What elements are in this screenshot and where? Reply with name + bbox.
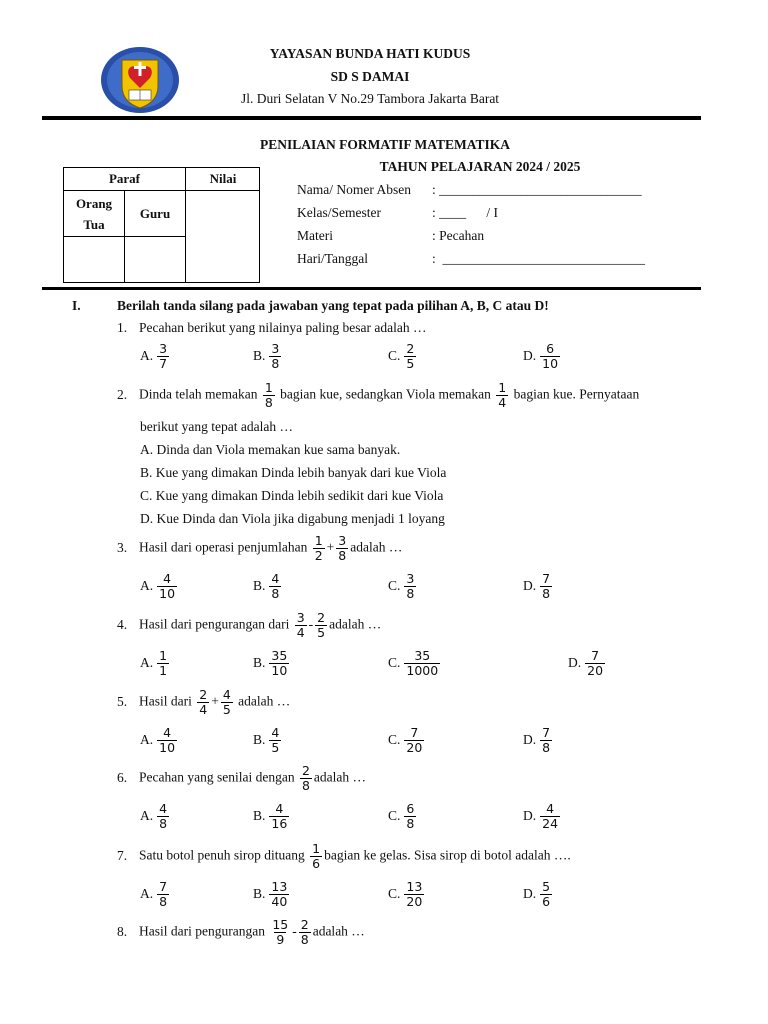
section-instruction: Berilah tanda silang pada jawaban yang tepat pada pilihan A, B, C atau D! [117,298,549,313]
question-number: 5. [117,693,128,709]
q4-option-c[interactable]: C. $\frac{35}{1000}$ [388,648,439,678]
question-text: Pecahan berikut yang nilainya paling besar adalah … [139,320,427,335]
section-numeral: I. [72,298,81,313]
tua-label: Tua [83,217,105,232]
identity-name-field[interactable]: : ______________________________ [432,182,642,197]
section-divider [42,287,701,290]
paraf-header: Paraf [108,171,141,186]
question-number: 6. [117,769,128,785]
fraction: $\frac{1}{8}$ [264,380,273,410]
question-number: 7. [117,847,128,863]
question-8: 8. Hasil dari pengurangan $\frac{15}{9}$ - $\frac{2}{8}$ adalah … [117,917,365,947]
q6-option-d[interactable]: D. $\frac{4}{24}$ [523,801,559,831]
q3-option-d[interactable]: D. $\frac{7}{8}$ [523,571,551,601]
school-name: SD S DAMAI [330,69,410,84]
question-2-continuation: berikut yang tepat adalah … [140,419,293,434]
q3-option-b[interactable]: B. $\frac{4}{8}$ [253,571,280,601]
question-number: 3. [117,539,128,555]
q7-option-c[interactable]: C. $\frac{13}{20}$ [388,879,423,909]
question-1 [117,320,427,336]
q7-option-a[interactable]: A. $\frac{7}{8}$ [140,879,168,909]
question-2: 2. Dinda telah memakan $\frac{1}{8}$ bagian kue, sedangkan Viola memakan $\frac{1}{4}$ bagian kue. Pernyataan [117,380,640,410]
q4-option-b[interactable]: B. $\frac{35}{10}$ [253,648,288,678]
q6-option-b[interactable]: B. $\frac{4}{16}$ [253,801,288,831]
q2-option-a[interactable]: A. Dinda dan Viola memakan kue sama banyak. [140,442,401,457]
q6-option-a[interactable]: A. $\frac{4}{8}$ [140,801,168,831]
question-number: 8. [117,923,128,939]
exam-year: TAHUN PELAJARAN 2024 / 2025 [379,159,581,174]
nilai-header: Nilai [209,171,237,186]
question-4: 4. Hasil dari pengurangan dari $\frac{3}{4}$ - $\frac{2}{5}$ adalah … [117,610,382,640]
q2-option-d[interactable]: D. Kue Dinda dan Viola jika digabung menjadi 1 loyang [140,511,445,526]
question-7: 7. Satu botol penuh sirop dituang $\frac{1}{6}$ bagian ke gelas. Sisa sirop di botol adalah …. [117,841,571,871]
question-6: 6. Pecahan yang senilai dengan $\frac{2}{8}$ adalah … [117,763,367,793]
identity-date-field[interactable]: : ______________________________ [432,251,646,266]
identity-class-label: Kelas/Semester [297,205,381,220]
guru-label: Guru [139,206,171,221]
q5-option-c[interactable]: C. $\frac{7}{20}$ [388,725,423,755]
q7-option-d[interactable]: D. $\frac{5}{6}$ [523,879,551,909]
header-divider [42,116,701,120]
identity-topic-value: : Pecahan [432,228,485,243]
question-number: 1. [117,320,128,335]
q5-option-d[interactable]: D. $\frac{7}{8}$ [523,725,551,755]
q2-option-b[interactable]: B. Kue yang dimakan Dinda lebih banyak dari kue Viola [140,465,447,480]
question-number: 2. [117,386,128,402]
question-3: 3. Hasil dari operasi penjumlahan $\frac{1}{2}$ + $\frac{3}{8}$ adalah … [117,533,403,563]
identity-topic-label: Materi [297,228,333,243]
q3-option-a[interactable]: A. $\frac{4}{10}$ [140,571,176,601]
q1-option-a[interactable]: A. $\frac{3}{7}$ [140,341,168,371]
q1-option-c[interactable]: C. $\frac{2}{5}$ [388,341,415,371]
q7-option-b[interactable]: B. $\frac{13}{40}$ [253,879,288,909]
question-number: 4. [117,616,128,632]
foundation-name: YAYASAN BUNDA HATI KUDUS [269,46,471,61]
q6-option-c[interactable]: C. $\frac{6}{8}$ [388,801,415,831]
q1-option-b[interactable]: B. $\frac{3}{8}$ [253,341,280,371]
identity-name-label: Nama/ Nomer Absen [297,182,411,197]
q3-option-c[interactable]: C. $\frac{3}{8}$ [388,571,415,601]
q1-option-d[interactable]: D. $\frac{6}{10}$ [523,341,559,371]
question-5: 5. Hasil dari $\frac{2}{4}$ + $\frac{4}{5}$ adalah … [117,687,291,717]
orang-label: Orang [75,196,113,211]
q5-option-b[interactable]: B. $\frac{4}{5}$ [253,725,280,755]
fraction: $\frac{1}{4}$ [498,380,507,410]
signature-table [63,167,260,283]
exam-title: PENILAIAN FORMATIF MATEMATIKA [260,137,510,152]
q5-option-a[interactable]: A. $\frac{4}{10}$ [140,725,176,755]
school-address: Jl. Duri Selatan V No.29 Tambora Jakarta Barat [240,91,500,106]
q4-option-d[interactable]: D. $\frac{7}{20}$ [568,648,604,678]
identity-date-label: Hari/Tanggal [297,251,369,266]
q4-option-a[interactable]: A. $\frac{1}{1}$ [140,648,168,678]
q2-option-c[interactable]: C. Kue yang dimakan Dinda lebih sedikit dari kue Viola [140,488,444,503]
identity-class-field[interactable]: : ____ / I [432,205,498,220]
